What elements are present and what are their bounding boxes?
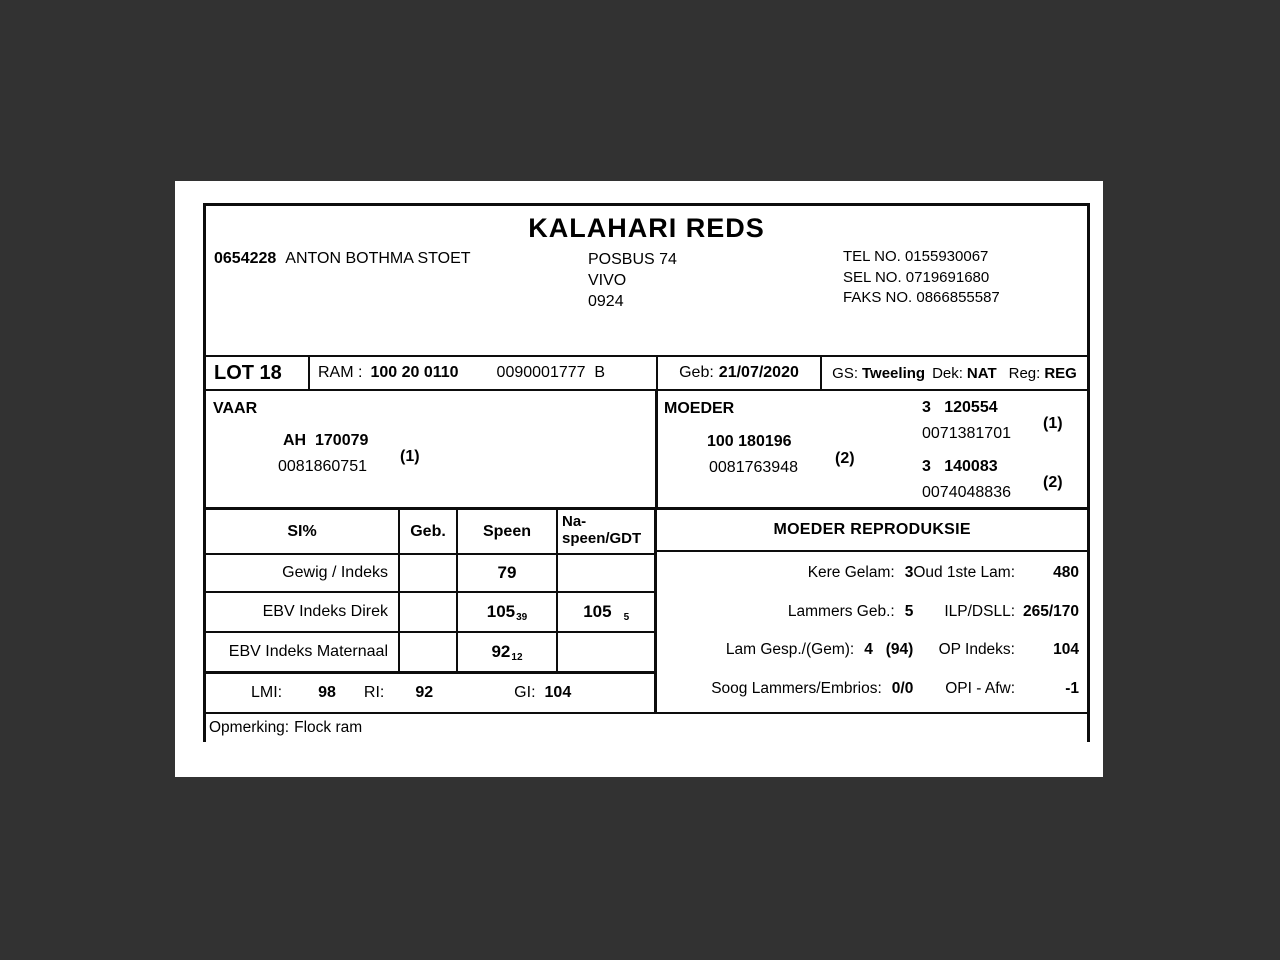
si-cell-speen: 92 12 [456,631,556,671]
address-line: POSBUS 74 [588,251,677,268]
stud-title: KALAHARI REDS [528,213,765,243]
breeder-line [214,250,471,268]
dam-ancestor-1-reg-number: 0071381701 [922,425,1011,442]
reproduction-row [663,603,1079,621]
lam-gesp-label: Lam Gesp./(Gem): [725,641,855,659]
naspeen-col-header: Na- speen/GDT [556,510,654,553]
lammers-geb-label: Lammers Geb.: [787,602,895,620]
ilp-dsll-value: 265/170 [1022,602,1079,620]
lam-gesp-value: 4 (94) [864,641,914,659]
reproduction-row [663,641,1079,659]
sire-panel [206,391,658,507]
reg-label: Reg: [1008,364,1041,382]
ram-cell [310,357,658,389]
accuracy-subscript: 5 [623,611,630,623]
address-line: 0924 [588,293,624,310]
reg-value: REG [1044,364,1077,382]
oud-1ste-lam-label: Oud 1ste Lam: [913,564,1015,582]
catalog-card-page [175,181,1103,777]
sire-reg-number: 0081860751 [278,458,367,475]
geb-date: 21/07/2020 [718,364,799,381]
dam-panel [658,391,1087,507]
header-section [206,206,1087,355]
si-row-label: Gewig / Indeks [206,553,398,591]
dek-label: Dek: [932,364,963,382]
soog-lammers-label: Soog Lammers/Embrios: [711,679,882,697]
birthdate-cell [658,357,822,389]
si-row-label: EBV Indeks Maternaal [206,631,398,671]
si-cell-speen: 79 [456,553,556,591]
ram-label: RAM : [318,364,363,381]
ilp-dsll-label: ILP/DSLL: [944,602,1015,620]
gi-value: 104 [544,684,572,701]
remark-value: Flock ram [294,719,363,736]
lot-row [206,355,1087,391]
fax-line: FAKS NO. 0866855587 [843,289,1000,306]
performance-section [206,507,1087,712]
speen-col-header: Speen [456,510,556,553]
pedigree-section [206,391,1087,507]
lammers-geb-value: 5 [904,602,914,620]
ri-value: 92 [415,684,434,701]
status-cell [822,357,1087,389]
accuracy-subscript: 39 [516,611,528,623]
sire-note: (1) [400,448,420,465]
dam-note: (2) [835,450,855,467]
dam-ancestor-2-id: 3 140083 [922,458,998,475]
reproduction-panel [657,510,1087,712]
op-indeks-label: OP Indeks: [938,641,1015,659]
si-col-header: SI% [287,522,317,540]
gs-label: GS: [832,364,858,382]
lot-card [203,203,1090,742]
op-indeks-value: 104 [1053,641,1079,659]
reproduction-row [663,680,1079,698]
opi-afw-value: -1 [1065,679,1079,697]
si-row-label: EBV Indeks Direk [206,591,398,631]
ram-reg-number: 0090001777 B [496,364,606,381]
si-cell-geb [398,553,456,591]
kere-gelam-value: 3 [904,564,914,582]
tel-line: TEL NO. 0155930067 [843,248,989,265]
dam-ancestor-2-reg-number: 0074048836 [922,484,1011,501]
opi-afw-label: OPI - Afw: [945,679,1015,697]
kere-gelam-label: Kere Gelam: [807,564,895,582]
geb-col-header: Geb. [398,510,456,553]
lmi-label: LMI: [251,684,283,701]
breeder-name: ANTON BOTHMA STOET [285,250,471,267]
lmi-value: 98 [318,684,336,701]
lot-number: LOT 18 [206,357,310,389]
si-cell-naspeen: 105 5 [556,591,654,631]
dam-ancestor-1-id: 3 120554 [922,399,998,416]
soog-lammers-value: 0/0 [891,679,914,697]
remark-label: Opmerking: [209,719,290,736]
reproduction-panel-title: MOEDER REPRODUKSIE [657,510,1087,552]
si-column [206,510,657,712]
si-cell-naspeen [556,553,654,591]
address-block [588,249,677,312]
si-cell-geb [398,631,456,671]
accuracy-subscript: 12 [511,651,523,663]
dek-value: NAT [966,364,997,382]
address-line: VIVO [588,272,627,289]
si-cell-geb [398,591,456,631]
reproduction-rows [657,552,1087,712]
dam-reg-number: 0081763948 [709,459,798,476]
breeder-number: 0654228 [214,250,277,267]
si-cell-naspeen [556,631,654,671]
ram-id: 100 20 0110 [370,364,459,381]
si-table [206,510,654,674]
sire-id: AH 170079 [283,432,369,449]
gi-label: GI: [514,684,536,701]
dam-ancestor-1-note: (1) [1043,415,1063,432]
oud-1ste-lam-value: 480 [1053,564,1079,582]
contact-block [843,247,1000,309]
remark-row [206,712,1087,739]
reproduction-row [663,564,1079,582]
sire-panel-title: VAAR [213,400,258,417]
cell-line: SEL NO. 0719691680 [843,268,990,286]
dam-ancestor-2-note: (2) [1043,474,1063,491]
gs-value: Tweeling [862,364,926,382]
dam-id: 100 180196 [707,433,792,450]
si-cell-speen: 105 39 [456,591,556,631]
ri-label: RI: [363,684,385,701]
dam-panel-title: MOEDER [664,400,735,417]
geb-label: Geb: [679,364,714,381]
indices-row [206,674,654,712]
